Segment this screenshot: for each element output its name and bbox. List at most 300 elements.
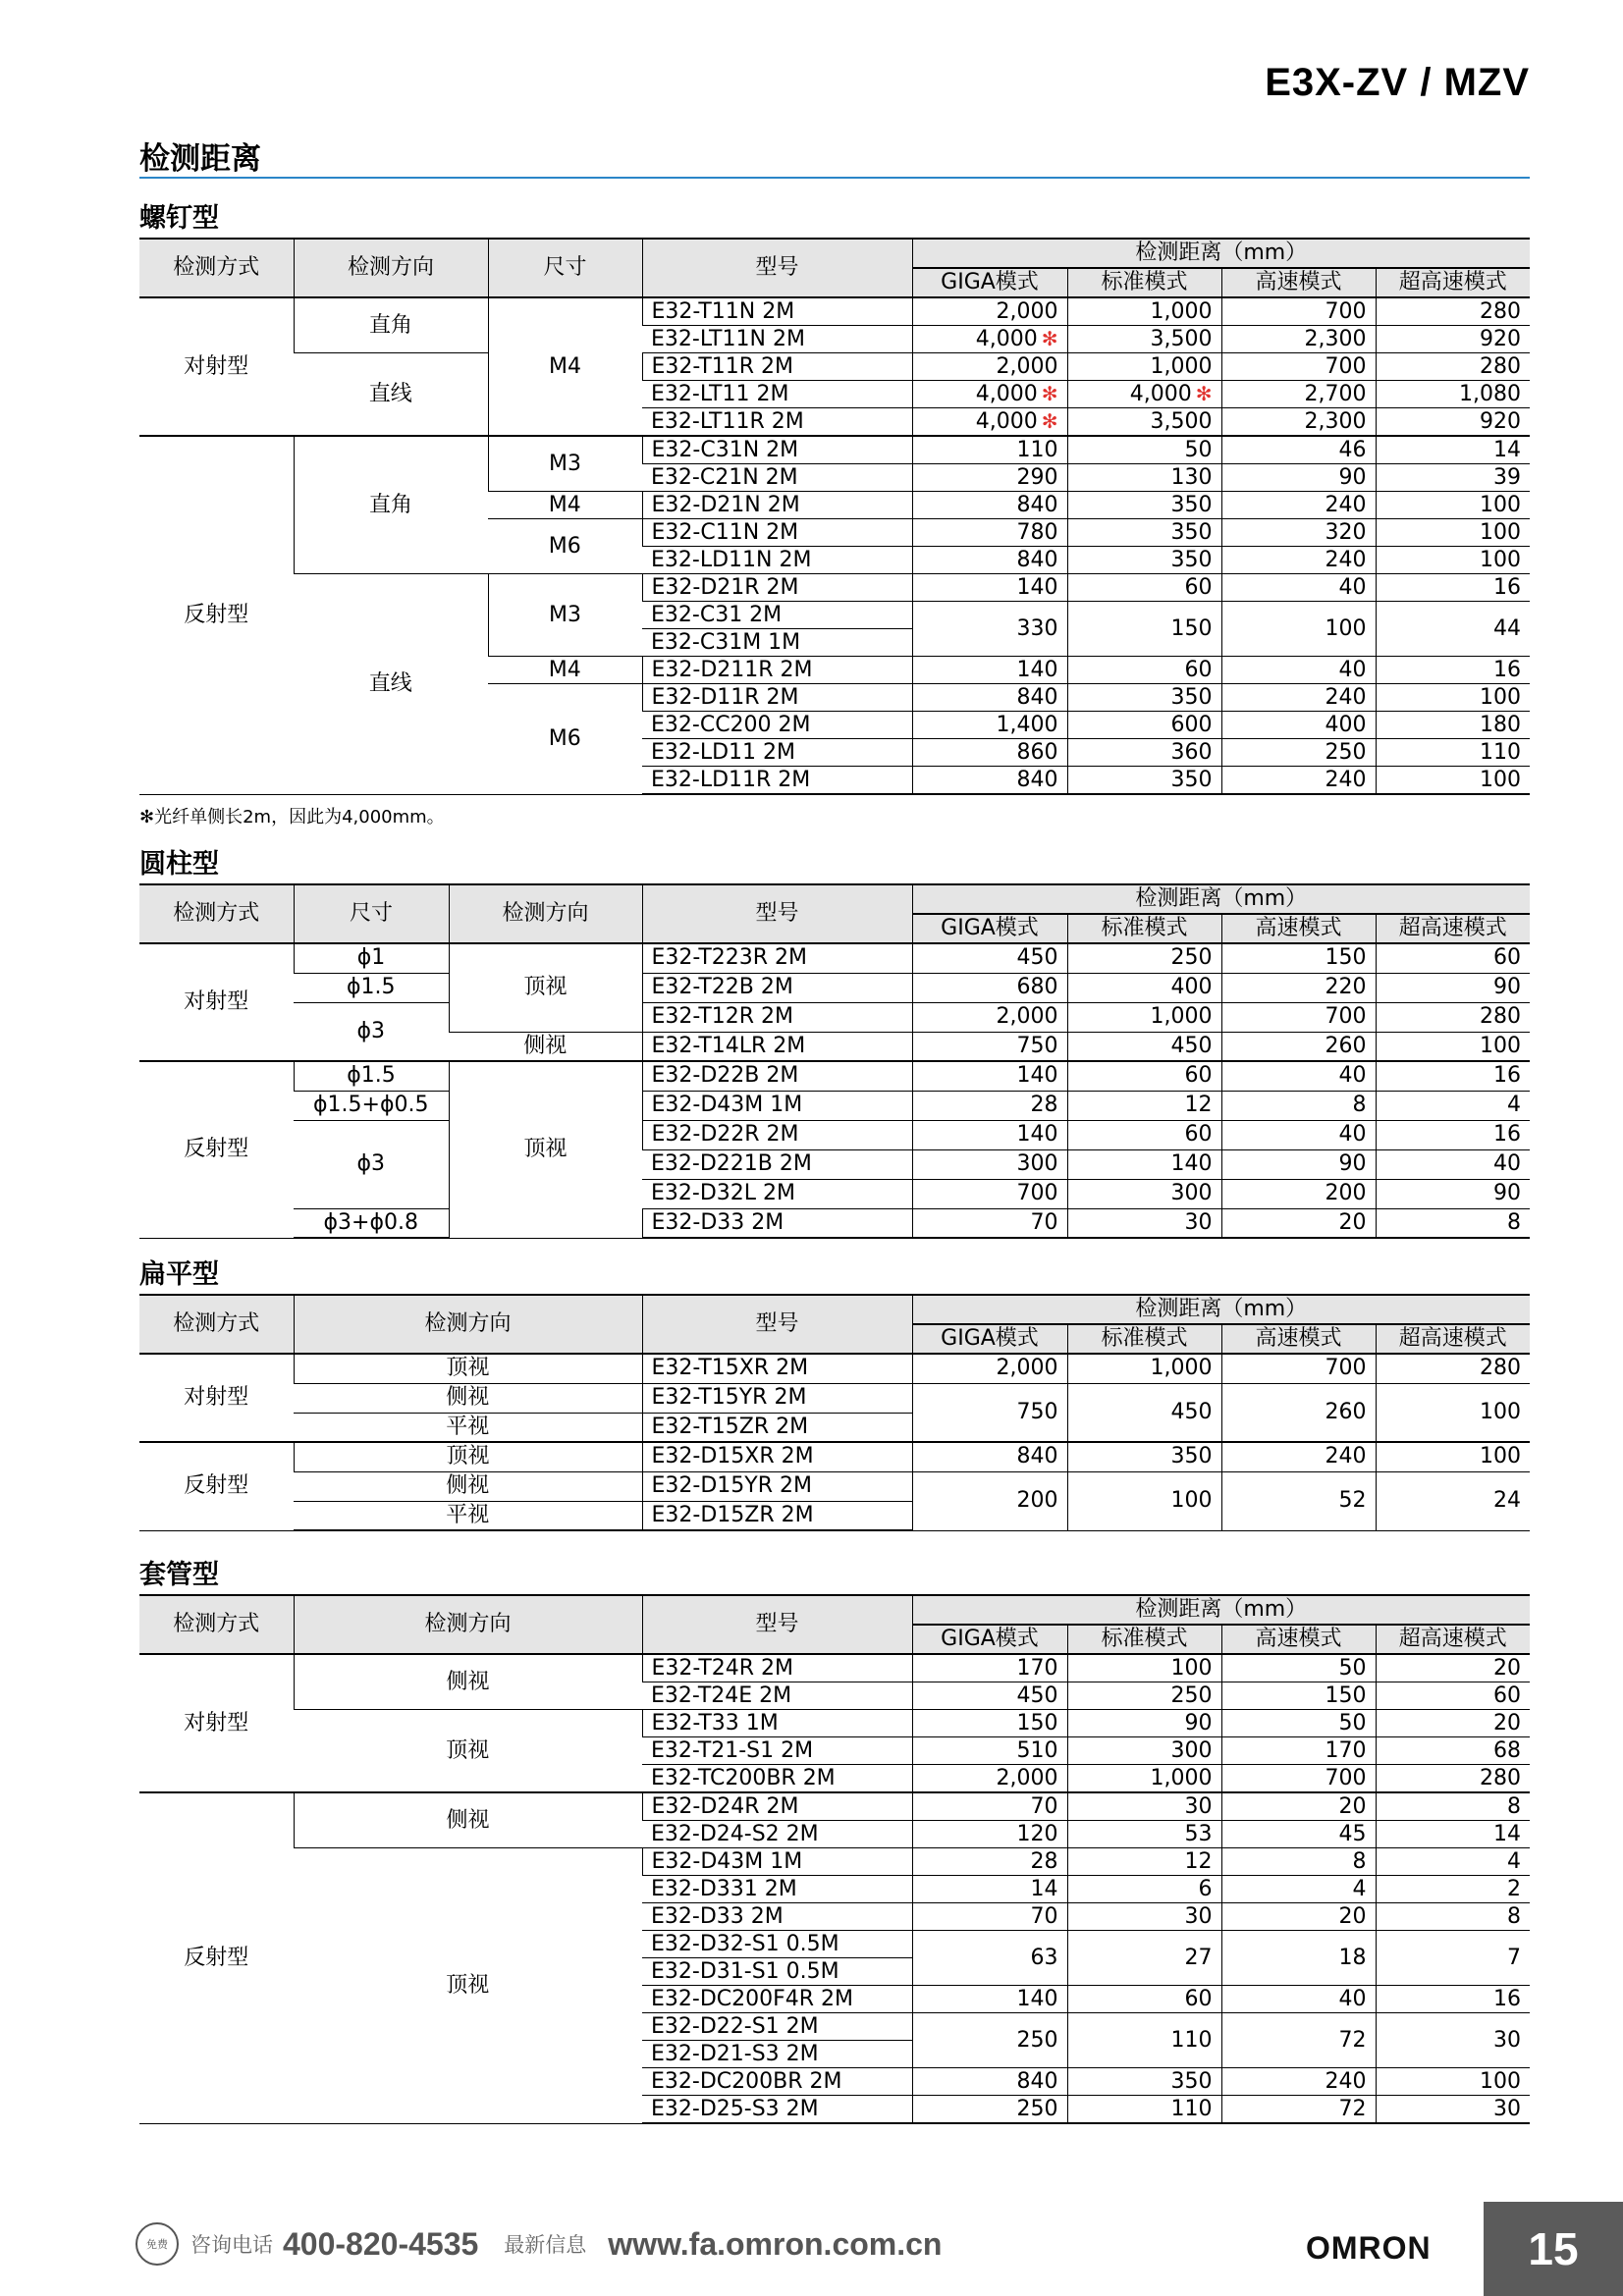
col-uhs: 超高速模式 [1376, 268, 1530, 297]
col-model: 型号 [642, 884, 912, 943]
group-label: 反射型 [139, 1792, 294, 2123]
value-cell: 2 [1376, 1876, 1530, 1903]
section-title-screw: 螺钉型 [139, 203, 219, 234]
value-cell: 30 [1376, 2096, 1530, 2124]
value-cell: 110 [1067, 2096, 1221, 2124]
value-cell: 27 [1067, 1931, 1221, 1986]
size-cell: M6 [488, 684, 642, 795]
value-cell: 120 [912, 1821, 1067, 1848]
value-cell: 70 [912, 1208, 1067, 1238]
model-cell: E32-D24-S2 2M [642, 1821, 912, 1848]
col-std: 标准模式 [1067, 1625, 1221, 1654]
col-uhs: 超高速模式 [1376, 1324, 1530, 1354]
value-cell: 40 [1221, 1120, 1376, 1149]
table-row [139, 353, 1530, 381]
doc-header-model: E3X-ZV / MZV [1265, 61, 1530, 104]
model-cell: E32-TC200BR 2M [642, 1765, 912, 1793]
value-cell: 100 [1376, 684, 1530, 712]
value-cell: 920 [1376, 408, 1530, 437]
value-cell: 8 [1221, 1091, 1376, 1120]
col-hs: 高速模式 [1221, 1324, 1376, 1354]
model-cell: E32-D15ZR 2M [642, 1501, 912, 1530]
value-cell: 12 [1067, 1091, 1221, 1120]
value-cell: 40 [1376, 1149, 1530, 1179]
model-cell: E32-C11N 2M [642, 519, 912, 547]
value-cell: 180 [1376, 712, 1530, 739]
value-cell: 30 [1067, 1792, 1221, 1821]
model-cell: E32-D32L 2M [642, 1179, 912, 1208]
size-cell: M3 [488, 574, 642, 657]
value-cell: 920 [1376, 326, 1530, 353]
phone-icon: 免费 [135, 2222, 179, 2266]
model-cell: E32-D15XR 2M [642, 1442, 912, 1471]
value-cell: 250 [1067, 943, 1221, 973]
value-cell: 240 [1221, 684, 1376, 712]
value-cell: 2,300 [1221, 408, 1376, 437]
value-cell: 450 [1067, 1383, 1221, 1442]
size-cell: ϕ1 [294, 943, 449, 973]
value-cell: 170 [912, 1654, 1067, 1682]
value-cell: 30 [1376, 2013, 1530, 2068]
model-cell: E32-D331 2M [642, 1876, 912, 1903]
value-cell: 90 [1221, 1149, 1376, 1179]
model-cell: E32-D22-S1 2M [642, 2013, 912, 2041]
value-cell: 20 [1376, 1710, 1530, 1737]
value-cell: 110 [912, 436, 1067, 464]
table-row [139, 1002, 1530, 1032]
value-cell: 2,000 [912, 1765, 1067, 1793]
size-cell: M4 [488, 657, 642, 684]
value-cell: 40 [1221, 657, 1376, 684]
col-distance: 检测距离（mm） [912, 239, 1530, 268]
col-method: 检测方式 [139, 884, 294, 943]
value-cell: 16 [1376, 657, 1530, 684]
value-cell: 840 [912, 767, 1067, 795]
value-cell: 700 [1221, 1354, 1376, 1383]
direction-cell: 直线 [294, 574, 488, 795]
size-cell: M3 [488, 436, 642, 492]
value-cell: 280 [1376, 1354, 1530, 1383]
value-cell: 350 [1067, 492, 1221, 519]
direction-cell: 直线 [294, 353, 488, 437]
value-cell: 100 [1067, 1654, 1221, 1682]
section-title-cylinder: 圆柱型 [139, 849, 219, 880]
value-cell: 1,000 [1067, 1765, 1221, 1793]
direction-cell: 侧视 [294, 1654, 642, 1710]
value-cell: 40 [1221, 1986, 1376, 2013]
model-cell: E32-C31N 2M [642, 436, 912, 464]
model-cell: E32-DC200BR 2M [642, 2068, 912, 2096]
value-cell: 840 [912, 684, 1067, 712]
col-giga: GIGA模式 [912, 1324, 1067, 1354]
value-cell: 2,000 [912, 353, 1067, 381]
section-title-flat: 扁平型 [139, 1259, 219, 1290]
value-cell: 6 [1067, 1876, 1221, 1903]
asterisk-mark: ✻ [1195, 381, 1213, 405]
value-cell: 44 [1376, 602, 1530, 657]
direction-cell: 顶视 [449, 1061, 642, 1238]
model-cell: E32-D31-S1 0.5M [642, 1958, 912, 1986]
value-cell: 60 [1067, 1986, 1221, 2013]
value-cell: 840 [912, 2068, 1067, 2096]
value-cell: 110 [1376, 739, 1530, 767]
value-cell: 60 [1067, 657, 1221, 684]
table-flat [139, 1294, 1530, 1531]
section-title-sleeve: 套管型 [139, 1560, 219, 1590]
size-cell: ϕ3 [294, 1120, 449, 1208]
model-cell: E32-D43M 1M [642, 1091, 912, 1120]
direction-cell: 侧视 [294, 1792, 642, 1848]
model-cell: E32-D22B 2M [642, 1061, 912, 1091]
model-cell: E32-D33 2M [642, 1903, 912, 1931]
footnote: ✻光纤单侧长2m，因此为4,000mm。 [139, 807, 445, 828]
value-cell: 28 [912, 1091, 1067, 1120]
table-row [139, 1442, 1530, 1471]
group-label: 反射型 [139, 1442, 294, 1530]
value-cell: 72 [1221, 2096, 1376, 2124]
value-cell: 8 [1376, 1792, 1530, 1821]
group-label: 对射型 [139, 1354, 294, 1442]
value-cell: 70 [912, 1792, 1067, 1821]
value-cell: 1,000 [1067, 353, 1221, 381]
value-cell: 1,400 [912, 712, 1067, 739]
value-cell: 280 [1376, 1002, 1530, 1032]
asterisk-mark: ✻ [1041, 408, 1058, 433]
model-cell: E32-D22R 2M [642, 1120, 912, 1149]
value-cell: 280 [1376, 1765, 1530, 1793]
table-screw [139, 238, 1530, 795]
value-cell: 450 [1067, 1032, 1221, 1061]
col-method: 检测方式 [139, 239, 294, 297]
value-cell: 250 [1067, 1682, 1221, 1710]
value-cell: 18 [1221, 1931, 1376, 1986]
value-cell: 16 [1376, 1061, 1530, 1091]
value-cell: 30 [1067, 1208, 1221, 1238]
model-cell: E32-D24R 2M [642, 1792, 912, 1821]
value-cell: 240 [1221, 547, 1376, 574]
model-cell: E32-T12R 2M [642, 1002, 912, 1032]
value-cell: 350 [1067, 519, 1221, 547]
value-cell: 1,000 [1067, 1002, 1221, 1032]
value-cell: 700 [912, 1179, 1067, 1208]
direction-cell: 平视 [294, 1501, 642, 1530]
phone-number[interactable]: 400-820-4535 [283, 2225, 479, 2262]
value-cell: 50 [1221, 1654, 1376, 1682]
table-row [139, 1120, 1530, 1149]
value-cell: 100 [1221, 602, 1376, 657]
value-cell: 450 [912, 943, 1067, 973]
page-title: 检测距离 [139, 141, 261, 177]
value-cell: 320 [1221, 519, 1376, 547]
model-cell: E32-T33 1M [642, 1710, 912, 1737]
col-distance: 检测距离（mm） [912, 1595, 1530, 1625]
value-cell: 60 [1376, 1682, 1530, 1710]
model-cell: E32-D21R 2M [642, 574, 912, 602]
model-cell: E32-LD11 2M [642, 739, 912, 767]
table-row [139, 943, 1530, 973]
col-model: 型号 [642, 1295, 912, 1354]
table-row [139, 1848, 1530, 1876]
value-cell: 4,000 ✻ [912, 408, 1067, 437]
size-cell: ϕ3+ϕ0.8 [294, 1208, 449, 1238]
value-cell: 680 [912, 973, 1067, 1002]
value-cell: 30 [1067, 1903, 1221, 1931]
group-label: 反射型 [139, 1061, 294, 1238]
asterisk-mark: ✻ [1041, 326, 1058, 350]
model-cell: E32-T21-S1 2M [642, 1737, 912, 1765]
value-cell: 72 [1221, 2013, 1376, 2068]
value-cell: 14 [1376, 1821, 1530, 1848]
col-uhs: 超高速模式 [1376, 1625, 1530, 1654]
value-cell: 68 [1376, 1737, 1530, 1765]
size-cell: ϕ1.5 [294, 1061, 449, 1091]
value-cell: 200 [1221, 1179, 1376, 1208]
value-cell: 2,000 [912, 1002, 1067, 1032]
table-row [139, 973, 1530, 1002]
value-cell: 110 [1067, 2013, 1221, 2068]
value-cell: 12 [1067, 1848, 1221, 1876]
size-cell: ϕ1.5 [294, 973, 449, 1002]
value-cell: 350 [1067, 684, 1221, 712]
direction-cell: 侧视 [294, 1383, 642, 1413]
value-cell: 840 [912, 1442, 1067, 1471]
model-cell: E32-D15YR 2M [642, 1471, 912, 1501]
model-cell: E32-D21N 2M [642, 492, 912, 519]
value-cell: 840 [912, 492, 1067, 519]
direction-cell: 侧视 [449, 1032, 642, 1061]
col-distance: 检测距离（mm） [912, 884, 1530, 914]
model-cell: E32-DC200F4R 2M [642, 1986, 912, 2013]
asterisk-mark: ✻ [1041, 381, 1058, 405]
value-cell: 150 [912, 1710, 1067, 1737]
value-cell: 260 [1221, 1032, 1376, 1061]
table-row [139, 1208, 1530, 1238]
value-cell: 450 [912, 1682, 1067, 1710]
value-cell: 170 [1221, 1737, 1376, 1765]
model-cell: E32-T22B 2M [642, 973, 912, 1002]
value-cell: 100 [1376, 519, 1530, 547]
value-cell: 350 [1067, 767, 1221, 795]
value-cell: 140 [912, 1061, 1067, 1091]
model-cell: E32-C21N 2M [642, 464, 912, 492]
col-uhs: 超高速模式 [1376, 914, 1530, 943]
value-cell: 4,000 ✻ [1067, 381, 1221, 408]
table-cylinder [139, 883, 1530, 1239]
value-cell: 20 [1221, 1208, 1376, 1238]
model-cell: E32-T15ZR 2M [642, 1413, 912, 1442]
value-cell: 16 [1376, 574, 1530, 602]
model-cell: E32-T11N 2M [642, 297, 912, 326]
col-direction: 检测方向 [449, 884, 642, 943]
model-cell: E32-CC200 2M [642, 712, 912, 739]
size-cell: ϕ1.5+ϕ0.5 [294, 1091, 449, 1120]
consult-label: 咨询电话 [190, 2233, 273, 2257]
value-cell: 130 [1067, 464, 1221, 492]
value-cell: 60 [1376, 943, 1530, 973]
col-size: 尺寸 [488, 239, 642, 297]
value-cell: 240 [1221, 1442, 1376, 1471]
value-cell: 7 [1376, 1931, 1530, 1986]
value-cell: 150 [1067, 602, 1221, 657]
value-cell: 700 [1221, 1765, 1376, 1793]
value-cell: 53 [1067, 1821, 1221, 1848]
value-cell: 28 [912, 1848, 1067, 1876]
value-cell: 240 [1221, 767, 1376, 795]
value-cell: 2,700 [1221, 381, 1376, 408]
col-model: 型号 [642, 1595, 912, 1654]
value-cell: 860 [912, 739, 1067, 767]
model-cell: E32-C31 2M [642, 602, 912, 629]
group-label: 反射型 [139, 436, 294, 794]
col-hs: 高速模式 [1221, 1625, 1376, 1654]
value-cell: 100 [1376, 767, 1530, 795]
value-cell: 700 [1221, 1002, 1376, 1032]
value-cell: 220 [1221, 973, 1376, 1002]
value-cell: 40 [1221, 1061, 1376, 1091]
model-cell: E32-LT11R 2M [642, 408, 912, 437]
value-cell: 90 [1221, 464, 1376, 492]
value-cell: 2,000 [912, 1354, 1067, 1383]
model-cell: E32-LD11R 2M [642, 767, 912, 795]
value-cell: 250 [1221, 739, 1376, 767]
table-row [139, 1654, 1530, 1682]
size-cell: ϕ3 [294, 1002, 449, 1061]
value-cell: 100 [1376, 1442, 1530, 1471]
value-cell: 14 [912, 1876, 1067, 1903]
omron-logo: OMRON [1306, 2230, 1432, 2266]
col-std: 标准模式 [1067, 914, 1221, 943]
group-label: 对射型 [139, 1654, 294, 1792]
value-cell: 4 [1376, 1848, 1530, 1876]
col-hs: 高速模式 [1221, 914, 1376, 943]
table-row [139, 1383, 1530, 1413]
direction-cell: 顶视 [449, 943, 642, 1032]
direction-cell: 顶视 [294, 1710, 642, 1793]
value-cell: 250 [912, 2096, 1067, 2124]
value-cell: 3,500 [1067, 326, 1221, 353]
value-cell: 350 [1067, 547, 1221, 574]
value-cell: 290 [912, 464, 1067, 492]
model-cell: E32-D32-S1 0.5M [642, 1931, 912, 1958]
table-row [139, 1710, 1530, 1737]
model-cell: E32-D21-S3 2M [642, 2041, 912, 2068]
table-row [139, 1792, 1530, 1821]
col-giga: GIGA模式 [912, 1625, 1067, 1654]
direction-cell: 平视 [294, 1413, 642, 1442]
value-cell: 20 [1221, 1792, 1376, 1821]
model-cell: E32-T15YR 2M [642, 1383, 912, 1413]
value-cell: 700 [1221, 353, 1376, 381]
website-link[interactable]: www.fa.omron.com.cn [608, 2225, 943, 2262]
value-cell: 45 [1221, 1821, 1376, 1848]
value-cell: 90 [1376, 1179, 1530, 1208]
col-std: 标准模式 [1067, 268, 1221, 297]
value-cell: 750 [912, 1383, 1067, 1442]
value-cell: 8 [1221, 1848, 1376, 1876]
value-cell: 90 [1376, 973, 1530, 1002]
col-model: 型号 [642, 239, 912, 297]
value-cell: 300 [912, 1149, 1067, 1179]
value-cell: 240 [1221, 2068, 1376, 2096]
model-cell: E32-T24R 2M [642, 1654, 912, 1682]
value-cell: 20 [1221, 1903, 1376, 1931]
value-cell: 16 [1376, 1120, 1530, 1149]
size-cell: M4 [488, 297, 642, 436]
value-cell: 780 [912, 519, 1067, 547]
value-cell: 840 [912, 547, 1067, 574]
col-distance: 检测距离（mm） [912, 1295, 1530, 1324]
model-cell: E32-T15XR 2M [642, 1354, 912, 1383]
value-cell: 350 [1067, 1442, 1221, 1471]
value-cell: 350 [1067, 2068, 1221, 2096]
value-cell: 1,080 [1376, 381, 1530, 408]
table-row [139, 1354, 1530, 1383]
model-cell: E32-T11R 2M [642, 353, 912, 381]
size-cell: M4 [488, 492, 642, 519]
value-cell: 140 [912, 574, 1067, 602]
value-cell: 52 [1221, 1471, 1376, 1530]
latest-info-label: 最新信息 [504, 2233, 587, 2257]
value-cell: 4,000 ✻ [912, 326, 1067, 353]
value-cell: 150 [1221, 943, 1376, 973]
model-cell: E32-D221B 2M [642, 1149, 912, 1179]
direction-cell: 顶视 [294, 1354, 642, 1383]
model-cell: E32-D33 2M [642, 1208, 912, 1238]
value-cell: 400 [1221, 712, 1376, 739]
col-method: 检测方式 [139, 1595, 294, 1654]
value-cell: 70 [912, 1903, 1067, 1931]
col-giga: GIGA模式 [912, 914, 1067, 943]
value-cell: 2,300 [1221, 326, 1376, 353]
value-cell: 250 [912, 2013, 1067, 2068]
value-cell: 1,000 [1067, 1354, 1221, 1383]
value-cell: 90 [1067, 1710, 1221, 1737]
model-cell: E32-D211R 2M [642, 657, 912, 684]
value-cell: 20 [1376, 1654, 1530, 1682]
value-cell: 510 [912, 1737, 1067, 1765]
value-cell: 100 [1067, 1471, 1221, 1530]
value-cell: 400 [1067, 973, 1221, 1002]
col-giga: GIGA模式 [912, 268, 1067, 297]
value-cell: 100 [1376, 1383, 1530, 1442]
model-cell: E32-T223R 2M [642, 943, 912, 973]
value-cell: 1,000 [1067, 297, 1221, 326]
value-cell: 60 [1067, 1120, 1221, 1149]
col-std: 标准模式 [1067, 1324, 1221, 1354]
model-cell: E32-LT11N 2M [642, 326, 912, 353]
model-cell: E32-D25-S3 2M [642, 2096, 912, 2124]
group-label: 对射型 [139, 943, 294, 1061]
col-direction: 检测方向 [294, 1595, 642, 1654]
value-cell: 240 [1221, 492, 1376, 519]
table-row [139, 436, 1530, 464]
value-cell: 280 [1376, 353, 1530, 381]
value-cell: 50 [1221, 1710, 1376, 1737]
direction-cell: 侧视 [294, 1471, 642, 1501]
value-cell: 39 [1376, 464, 1530, 492]
value-cell: 300 [1067, 1179, 1221, 1208]
model-cell: E32-D43M 1M [642, 1848, 912, 1876]
value-cell: 60 [1067, 574, 1221, 602]
value-cell: 300 [1067, 1737, 1221, 1765]
group-label: 对射型 [139, 297, 294, 436]
value-cell: 46 [1221, 436, 1376, 464]
value-cell: 40 [1221, 574, 1376, 602]
value-cell: 360 [1067, 739, 1221, 767]
value-cell: 100 [1376, 1032, 1530, 1061]
value-cell: 150 [1221, 1682, 1376, 1710]
value-cell: 140 [912, 1986, 1067, 2013]
